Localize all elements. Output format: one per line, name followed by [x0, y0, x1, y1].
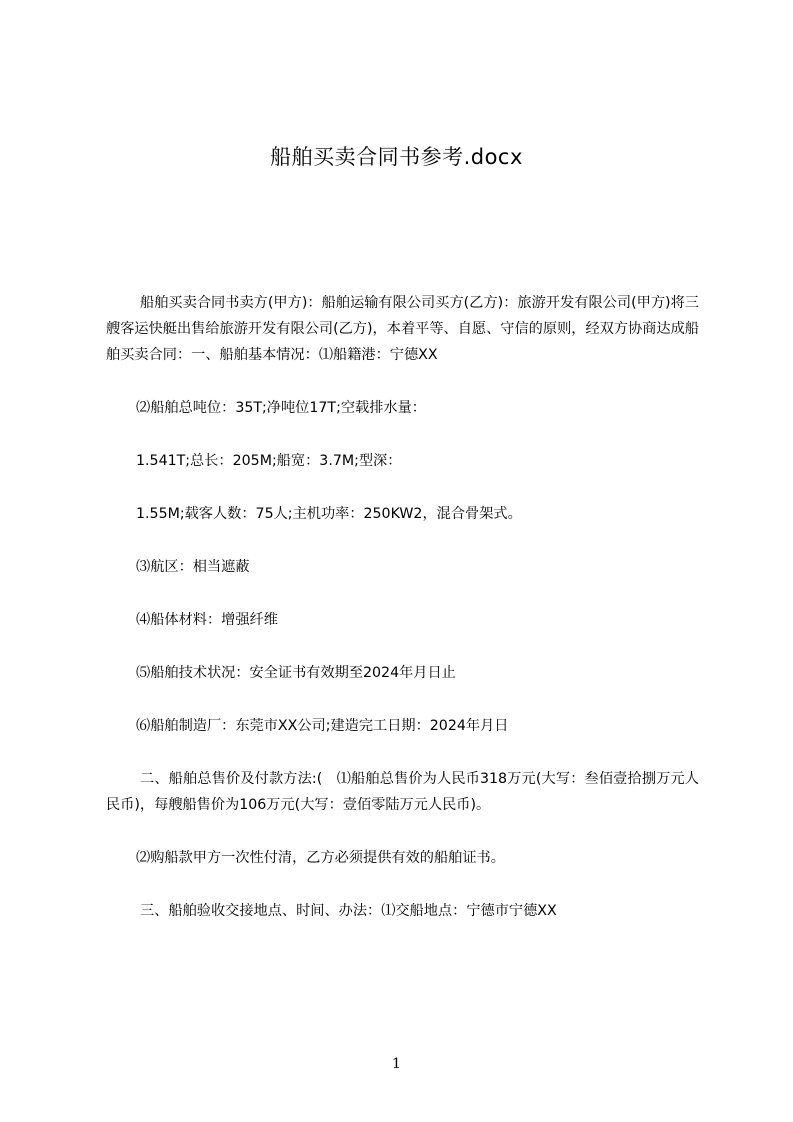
- paragraph-length-width: 1.541T;总长：205M;船宽：3.7M;型深：: [136, 453, 402, 469]
- paragraph-price-payment: 二、船舶总售价及付款方法:( ⑴船舶总售价为人民币318万元(大写：叁佰壹拾捌万元人民币)，每艘船售价为106万元(大写：壹佰零陆万元人民币)。: [106, 771, 699, 813]
- paragraph-delivery: 三、船舶验收交接地点、时间、办法：⑴交船地点：宁德市宁德XX: [140, 903, 557, 919]
- paragraph-intro: 船舶买卖合同书卖方(甲方)：船舶运输有限公司买方(乙方)：旅游开发有限公司(甲方)将三艘客运快艇出售给旅游开发有限公司(乙方)，本着平等、自愿、守信的原则，经双方协商达成船舶买卖合同：一、船舶基本情况：⑴船籍港：宁德XX: [106, 295, 699, 363]
- paragraph-navigation-area: ⑶航区：相当遮蔽: [136, 559, 250, 575]
- paragraph-capacity-power: 1.55M;载客人数：75人;主机功率：250KW2，混合骨架式。: [136, 506, 522, 522]
- page-number: 1: [392, 1056, 401, 1072]
- paragraph-technical-status: ⑸船舶技术状况：安全证书有效期至2024年月日止: [136, 665, 456, 681]
- paragraph-one-time-payment: ⑵购船款甲方一次性付清，乙方必须提供有效的船舶证书。: [136, 850, 505, 866]
- paragraph-manufacturer: ⑹船舶制造厂：东莞市XX公司;建造完工日期：2024年月日: [136, 718, 509, 734]
- document-body: [106, 290, 699, 924]
- document-title: 船舶买卖合同书参考.docx: [270, 145, 523, 169]
- paragraph-gross-tonnage: ⑵船舶总吨位：35T;净吨位17T;空载排水量：: [136, 400, 426, 416]
- paragraph-hull-material: ⑷船体材料：增强纤维: [136, 612, 278, 628]
